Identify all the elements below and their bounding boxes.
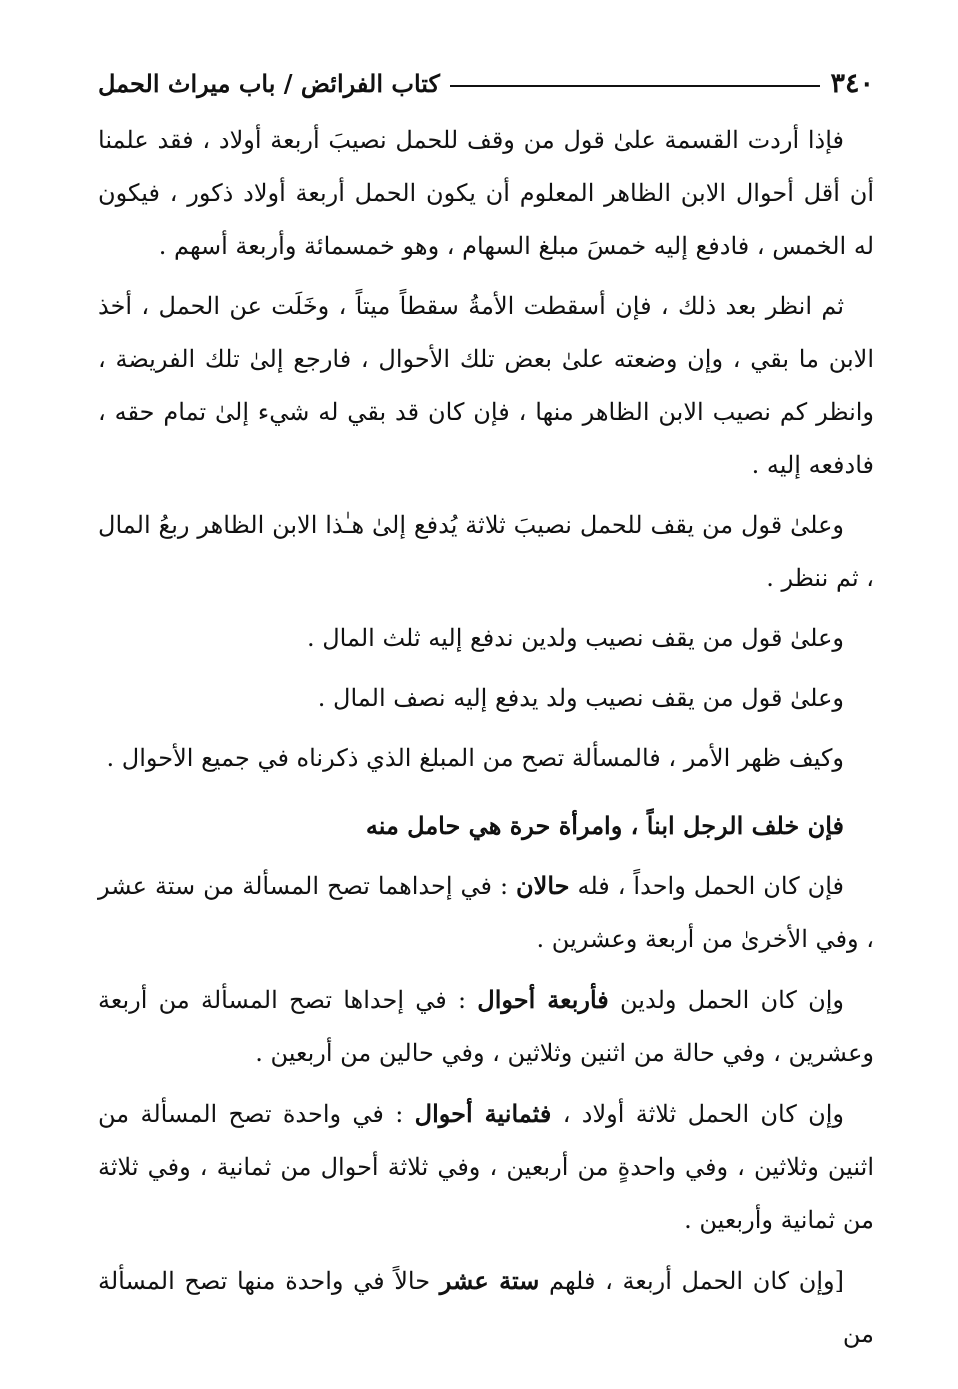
case-count: ستة عشر	[439, 1266, 540, 1295]
paragraph: وعلىٰ قول من يقف نصيب ولدين ندفع إليه ثلث المال .	[306, 624, 844, 652]
case-paragraph	[98, 1254, 874, 1361]
case-text: : في واحدة تصح المسألة من اثنين وثلاثين ، وفي واحدةٍ من أربعين ، وفي ثلاثة أحوال من ثمانية ، وفي ثلاثة من ثمانية وأربعين .	[98, 1100, 874, 1234]
page-header	[98, 58, 874, 108]
case-text: [وإن كان الحمل أربعة ، فلهم	[539, 1267, 844, 1295]
paragraph: وعلىٰ قول من يقف للحمل نصيبَ ثلاثة يُدفع إلىٰ هـٰذا الابن الظاهر ربعُ المال ، ثم ننظر .	[98, 511, 874, 592]
section-heading: فإن خلف الرجل ابناً ، وامرأة حرة هي حامل منه	[365, 811, 844, 840]
case-paragraph	[98, 1087, 874, 1247]
case-text: : في إحداهما تصح المسألة من ستة عشر ، وفي الأخرىٰ من أربعة وعشرين .	[98, 872, 874, 953]
running-head: كتاب الفرائض / باب ميراث الحمل	[98, 68, 440, 98]
case-paragraph	[98, 859, 874, 966]
case-count: حالان	[516, 871, 570, 900]
paragraph: وكيف ظهر الأمر ، فالمسألة تصح من المبلغ الذي ذكرناه في جميع الأحوال .	[106, 744, 844, 772]
page-number: ٣٤٠	[830, 67, 874, 99]
case-count: فثمانية أحوال	[414, 1099, 552, 1128]
case-text: : في إحداها تصح المسألة من أربعة وعشرين ، وفي حالة من اثنين وثلاثين ، وفي حالين من أربعين .	[98, 986, 874, 1067]
document-page	[98, 58, 874, 1368]
case-paragraph	[98, 973, 874, 1080]
paragraph: ثم انظر بعد ذلك ، فإن أسقطت الأمةُ سقطاً ميتاً ، وخَلَت عن الحمل ، أخذ الابن ما بقي ، وإن وضعته علىٰ بعض تلك الأحوال ، فارجع إلىٰ تلك الفريضة ، وانظر كم نصيب الابن الظاهر منها ، فإن كان قد بقي له شيء إلىٰ تمام حقه ، فادفعه إليه .	[98, 292, 874, 479]
case-count: فأربعة أحوال	[477, 985, 609, 1014]
case-text: فإن كان الحمل واحداً ، فله	[569, 872, 845, 900]
paragraph: وعلىٰ قول من يقف نصيب ولد يدفع إليه نصف المال .	[317, 684, 844, 712]
header-rule	[450, 85, 821, 87]
case-text: وإن كان الحمل ثلاثة أولاد ،	[551, 1100, 844, 1128]
case-text: حالاً في واحدة منها تصح المسألة من	[98, 1267, 874, 1348]
case-text: وإن كان الحمل ولدين	[608, 986, 844, 1014]
paragraph: فإذا أردت القسمة علىٰ قول من وقف للحمل نصيبَ أربعة أولاد ، فقد علمنا أن أقل أحوال الابن الظاهر المعلوم أن يكون الحمل أربعة أولاد ذكور ، فيكون له الخمس ، فادفع إليه خمسَ مبلغ السهام ، وهو خمسمائة وأربعة أسهم .	[98, 126, 874, 260]
